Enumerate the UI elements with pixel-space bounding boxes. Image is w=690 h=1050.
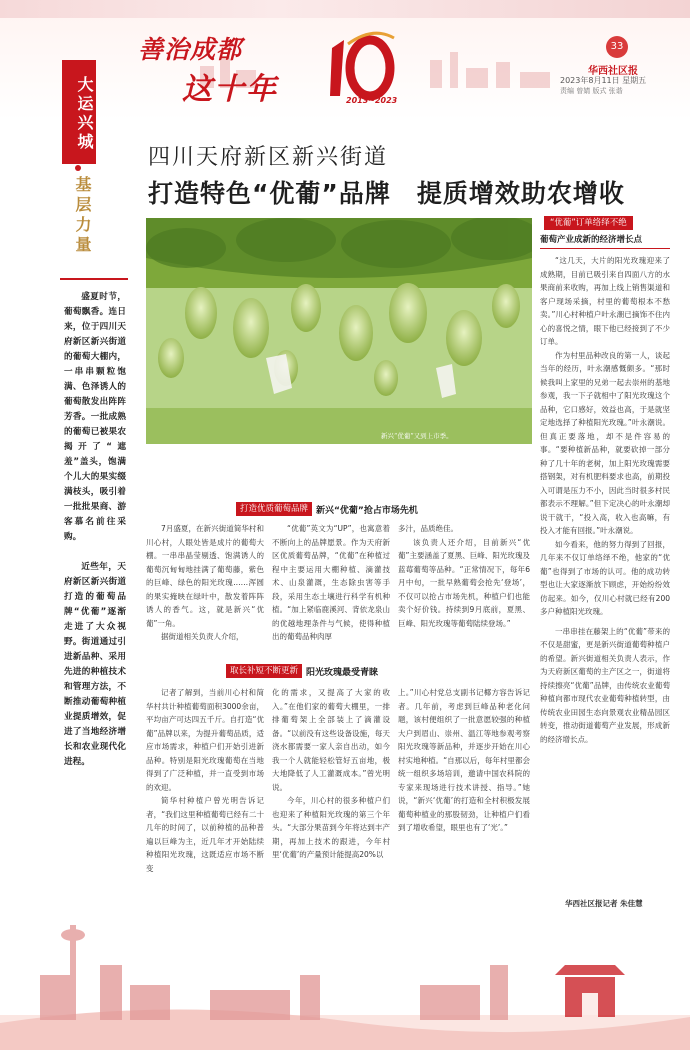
top-band — [0, 0, 690, 18]
years-range: 2013~2023 — [346, 96, 398, 105]
section2-column-3 — [398, 686, 530, 835]
grape-trellis-illustration — [146, 218, 532, 444]
body-paragraph: 今年，川心村的很多种植户们也迎来了种植阳光玫瑰的第三个年头。“大部分果苗到今年将达到丰产期，再加上技术的跟进，今年村里‘优葡’的产量预计能提高20%以 — [272, 796, 390, 859]
body-paragraph: 简华村种植户曾光明告诉记者，“我们这里种植葡萄已经有二十几年的时间了，以前种植的品种普遍以巨峰为主，近几年才开始陆续种植阳光玫瑰，这既适应市场不断变 — [146, 796, 264, 873]
section1-column-3 — [398, 522, 530, 630]
slogan-line1: 善治成都 — [138, 35, 243, 64]
sidebar-title: 葡萄产业成新的经济增长点 — [540, 235, 643, 245]
body-paragraph: 多汁，品质绝佳。 — [398, 524, 458, 533]
ten-year-logo — [318, 26, 398, 106]
headline-kicker: 四川天府新区新兴街道 — [148, 145, 389, 170]
photo-caption: 新兴“优葡”又到上市季。 — [381, 432, 453, 440]
lead-paragraphs — [64, 290, 126, 770]
section1-tag: 打造优质葡萄品牌 — [236, 502, 312, 516]
section2-title: 阳光玫瑰最受青睐 — [306, 667, 379, 678]
section2-tag: 取长补短不断更新 — [226, 664, 302, 678]
body-paragraph: 7月盛夏，在新兴街道简华村和川心村，人眼处皆是成片的葡萄大棚。一串串晶莹剔透、饱满诱人的葡萄沉甸甸地挂满了葡萄藤，紫色的巨峰、绿色的阳光玫瑰……浑圆的果实掩映在绿叶中，散发着阵阵诱人的香气。这，就是新兴“优葡”一角。 — [146, 524, 264, 628]
section-dot — [75, 165, 81, 171]
body-paragraph: 如今看来，他的努力得到了回报，几年来不仅订单络绎不绝，他家的“优葡”也得到了市场的认可。他的成功转型也让大家逐渐放下顾虑，开始纷纷效仿起来。如今，仅川心村就已经有200多户种植阳光玫瑰。 — [540, 539, 670, 616]
body-paragraph: 记者了解到，当前川心村和简华村共计种植葡萄面积3000余亩，平均亩产可达四五千斤。自打造“优葡”品牌以来，为提升葡萄品质，适应市场需求，种植户们开始引进新品种。特别是阳光玫瑰葡萄在当地得到了广泛种植，并一直受到市场的欢迎。 — [146, 688, 264, 792]
sidebar-column — [540, 254, 670, 746]
body-paragraph: 据街道相关负责人介绍， — [161, 632, 244, 641]
body-paragraph: 一串串挂在藤架上的“优葡”带来的不仅是甜蜜，更是新兴街道葡萄种植户的希望。新兴街道相关负责人表示，作为天府新区葡萄的主产区之一，街道将持续擦亮“优葡”品牌，由传统农业葡萄种植向都市现代农业葡萄种植转型，由传统农业田园生态向景观农业精品园区转变，推动街道葡萄产业发展，形成新的经济增长点。 — [540, 626, 670, 744]
section1-title: 新兴“优葡”抢占市场先机 — [316, 505, 418, 516]
section-tag: 大运兴城 — [62, 60, 96, 164]
slogan-line2: 这十年 — [182, 72, 278, 107]
sidebar-tag: “优葡”订单络绎不绝 — [544, 216, 633, 230]
section2-heading — [226, 664, 378, 678]
issue-date: 2023年8月11日 星期五 — [560, 76, 647, 85]
page-number: 33 — [606, 36, 628, 58]
lead-paragraph: 近些年，天府新区新兴街道打造的葡萄品牌“优葡”逐渐走进了大众视野。街道通过引进新品种、采用先进的种植技术和管理方法，不断推动葡萄种植业提质增效，促进了当地经济增长和农业现代化进程。 — [64, 562, 126, 767]
city-landmarks-footer — [0, 905, 690, 1050]
section2-column-1 — [146, 686, 264, 875]
lead-rule — [60, 278, 128, 280]
lead-paragraph: 盛夏时节，葡萄飘香。连日来，位于四川天府新区新兴街道的葡萄大棚内，一串串颗粒饱满、色泽诱人的葡萄散发出阵阵芳香。一批成熟的葡萄已被果农揭开了“遮羞”盖头，饱满个儿大的果实缀满枝头，吸引着一批批果商、游客慕名前往采购。 — [64, 292, 126, 542]
section1-heading — [236, 502, 418, 516]
headline-main: 打造特色“优葡”品牌 提质增效助农增收 — [148, 179, 625, 208]
byline: 华西社区报记者 朱佳慧 — [565, 899, 643, 908]
section-subtitle: 基层力量 — [73, 176, 92, 256]
section2-column-2 — [272, 686, 390, 862]
sidebar-rule — [540, 248, 670, 249]
section1-column-2 — [272, 522, 390, 644]
editor-credits: 责编 曾婧 版式 张谐 — [560, 87, 623, 95]
body-paragraph: “优葡”英文为“UP”，也寓意着不断向上的品牌愿景。作为天府新区优质葡萄品牌，“优葡”在种植过程中主要运用大棚种植、滴灌技术、山泉灌溉，生态除虫害等手段，采用生态土壤进行科学有机种植。“加上紧临鹿溪河、背依龙泉山的优越地理条件与气候，使得种植出的葡萄品种肉厚 — [272, 524, 390, 641]
body-paragraph: 上。”川心村党总支副书记椰方容告诉记者。几年前，考虑到巨峰品种老化问题，该村便组织了一批意愿较强的种植大户到眉山、崇州、温江等地参观考察阳光玫瑰等新品种，并逐步开始在川心村实地种植。“自那以后，每年村里都会统一组织多场培训，邀请中国农科院的专家来现场进行技术讲授、指导。”她说，“新兴‘优葡’的打造和全村积极发展葡萄种植业的那股韧劲，让种植户们看到了增收希望，眼里也有了‘光’。” — [398, 688, 530, 832]
body-paragraph: 作为村里品种改良的第一人，谈起当年的经历，叶永潮感慨颇多。“那时候我叫上家里的兄弟一起去崇州的基地参观，我一下子就相中了阳光玫瑰这个品种，它口感好，效益也高，于是就坚定地选择了种植阳光玫瑰。”叶永潮说。但真正要落地，却不是件容易的事。“要种植新品种，就要砍掉一部分种了几十年的老树，加上阳光玫瑰需要搭钢架，对有机肥料要求也高，前期投入可谓是压力不小，因此当时很多村民都表示不理解。”但下定决心的叶永潮却说干就干，“投入高，收入也高嘛，有投入才能有回报。”叶永潮说。 — [540, 350, 670, 535]
body-paragraph: “这几天，大片的阳光玫瑰迎来了成熟期，目前已吸引来自四面八方的水果商前来收购，再加上线上销售渠道和客户现场采摘，村里的葡萄根本不愁卖。”川心村种植户叶永潮已摘饰不住内心的喜悦之情，眼下他已经接到了不少订单。 — [540, 256, 670, 346]
section1-column-1 — [146, 522, 264, 644]
body-paragraph: 该负责人还介绍，目前新兴“优葡”主要涵盖了夏黑、巨峰、阳光玫瑰及蓝莓葡萄等品种。“正常情况下，每年6月中旬，一批早熟葡萄会抢先‘登场’，不仅可以抢占市场先机，种植户们也能卖个好价钱。持续到9月底前，夏黑、巨峰、阳光玫瑰等葡萄陆续登场。” — [398, 537, 530, 628]
vineyard-photo — [146, 218, 532, 444]
paper-name: 华西社区报 — [588, 66, 638, 77]
body-paragraph: 化的需求，又提高了大家的收入。”在他们家的葡萄大棚里，一排排葡萄架上全部装上了滴灌设备。“以前没有这些设备设施，每天浇水都需要一家人亲自出动，如今我一个人就能轻松管好五亩地，极大地降低了人工灌溉成本。”曾光明说。 — [272, 688, 390, 792]
